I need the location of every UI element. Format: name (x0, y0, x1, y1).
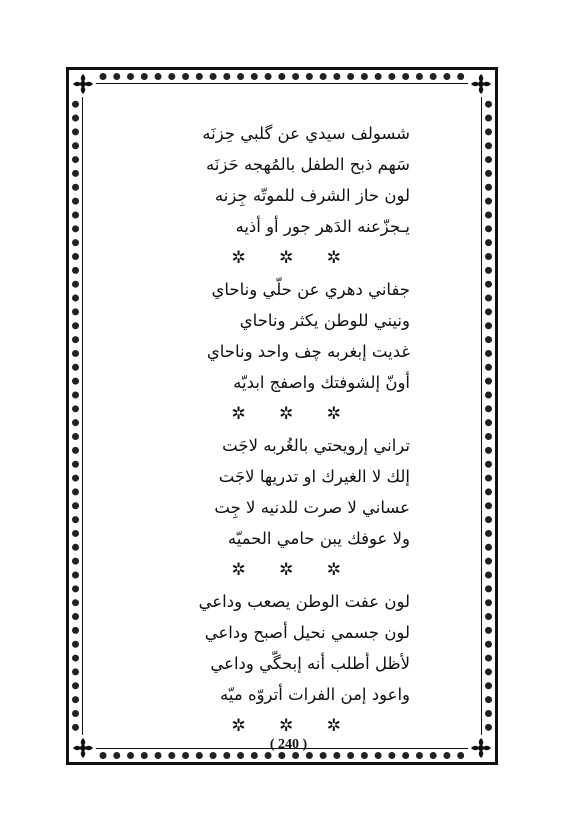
verse-line: أونّ إلشوفتك واصفج ابديّه (233, 373, 410, 392)
verse-line: عساني لا صرت للدنيه لا جِت (214, 498, 410, 517)
stanza (110, 586, 410, 742)
verse-line: واعود إمن الفرات أتروّه ميّه (220, 685, 410, 704)
verse-line: لون جسمي نحيل أصبح وداعي (204, 623, 410, 642)
verse-line: سَهم ذبح الطفل بالمُهجه حَزنَه (205, 155, 410, 174)
verse-line: شسولف سيدي عن گلبي حِزنَه (202, 124, 410, 143)
verse-line: لون حاز الشرف للموتّه جِزنه (214, 186, 410, 205)
stanza (110, 118, 410, 274)
verse-line: جفاني دهري عن حلّي وناحاي (211, 280, 410, 299)
floral-corner-icon (70, 71, 96, 97)
verse-line: ولا عوفك يبن حامي الحميّه (227, 529, 410, 548)
verse-line: لون عفت الوطن يصعب وداعي (198, 592, 410, 611)
verse-line: لأظل أطلب أنه إبحگّي وداعي (210, 654, 410, 673)
poem-body (110, 118, 410, 742)
verse-line: يـجزّعنه الدَهر جور أو أذيه (235, 217, 410, 236)
star-separator: ✲ ✲ ✲ (231, 560, 355, 580)
floral-corner-icon (468, 71, 494, 97)
page-number: ( 240 ) (269, 737, 308, 752)
stanza (110, 430, 410, 586)
verse-line: غديت إبغربه چف واحد وناحاي (206, 342, 410, 361)
stanza (110, 274, 410, 430)
star-separator: ✲ ✲ ✲ (231, 404, 355, 424)
verse-line: إلك لا الغيرك او تدريها لاجَت (218, 467, 410, 486)
star-separator: ✲ ✲ ✲ (231, 716, 355, 736)
verse-line: تراني إرويحتي بالغُربه لاجَت (222, 436, 410, 455)
verse-line: ونيني للوطن يكثر وناحاي (239, 311, 410, 330)
star-separator: ✲ ✲ ✲ (231, 248, 355, 268)
